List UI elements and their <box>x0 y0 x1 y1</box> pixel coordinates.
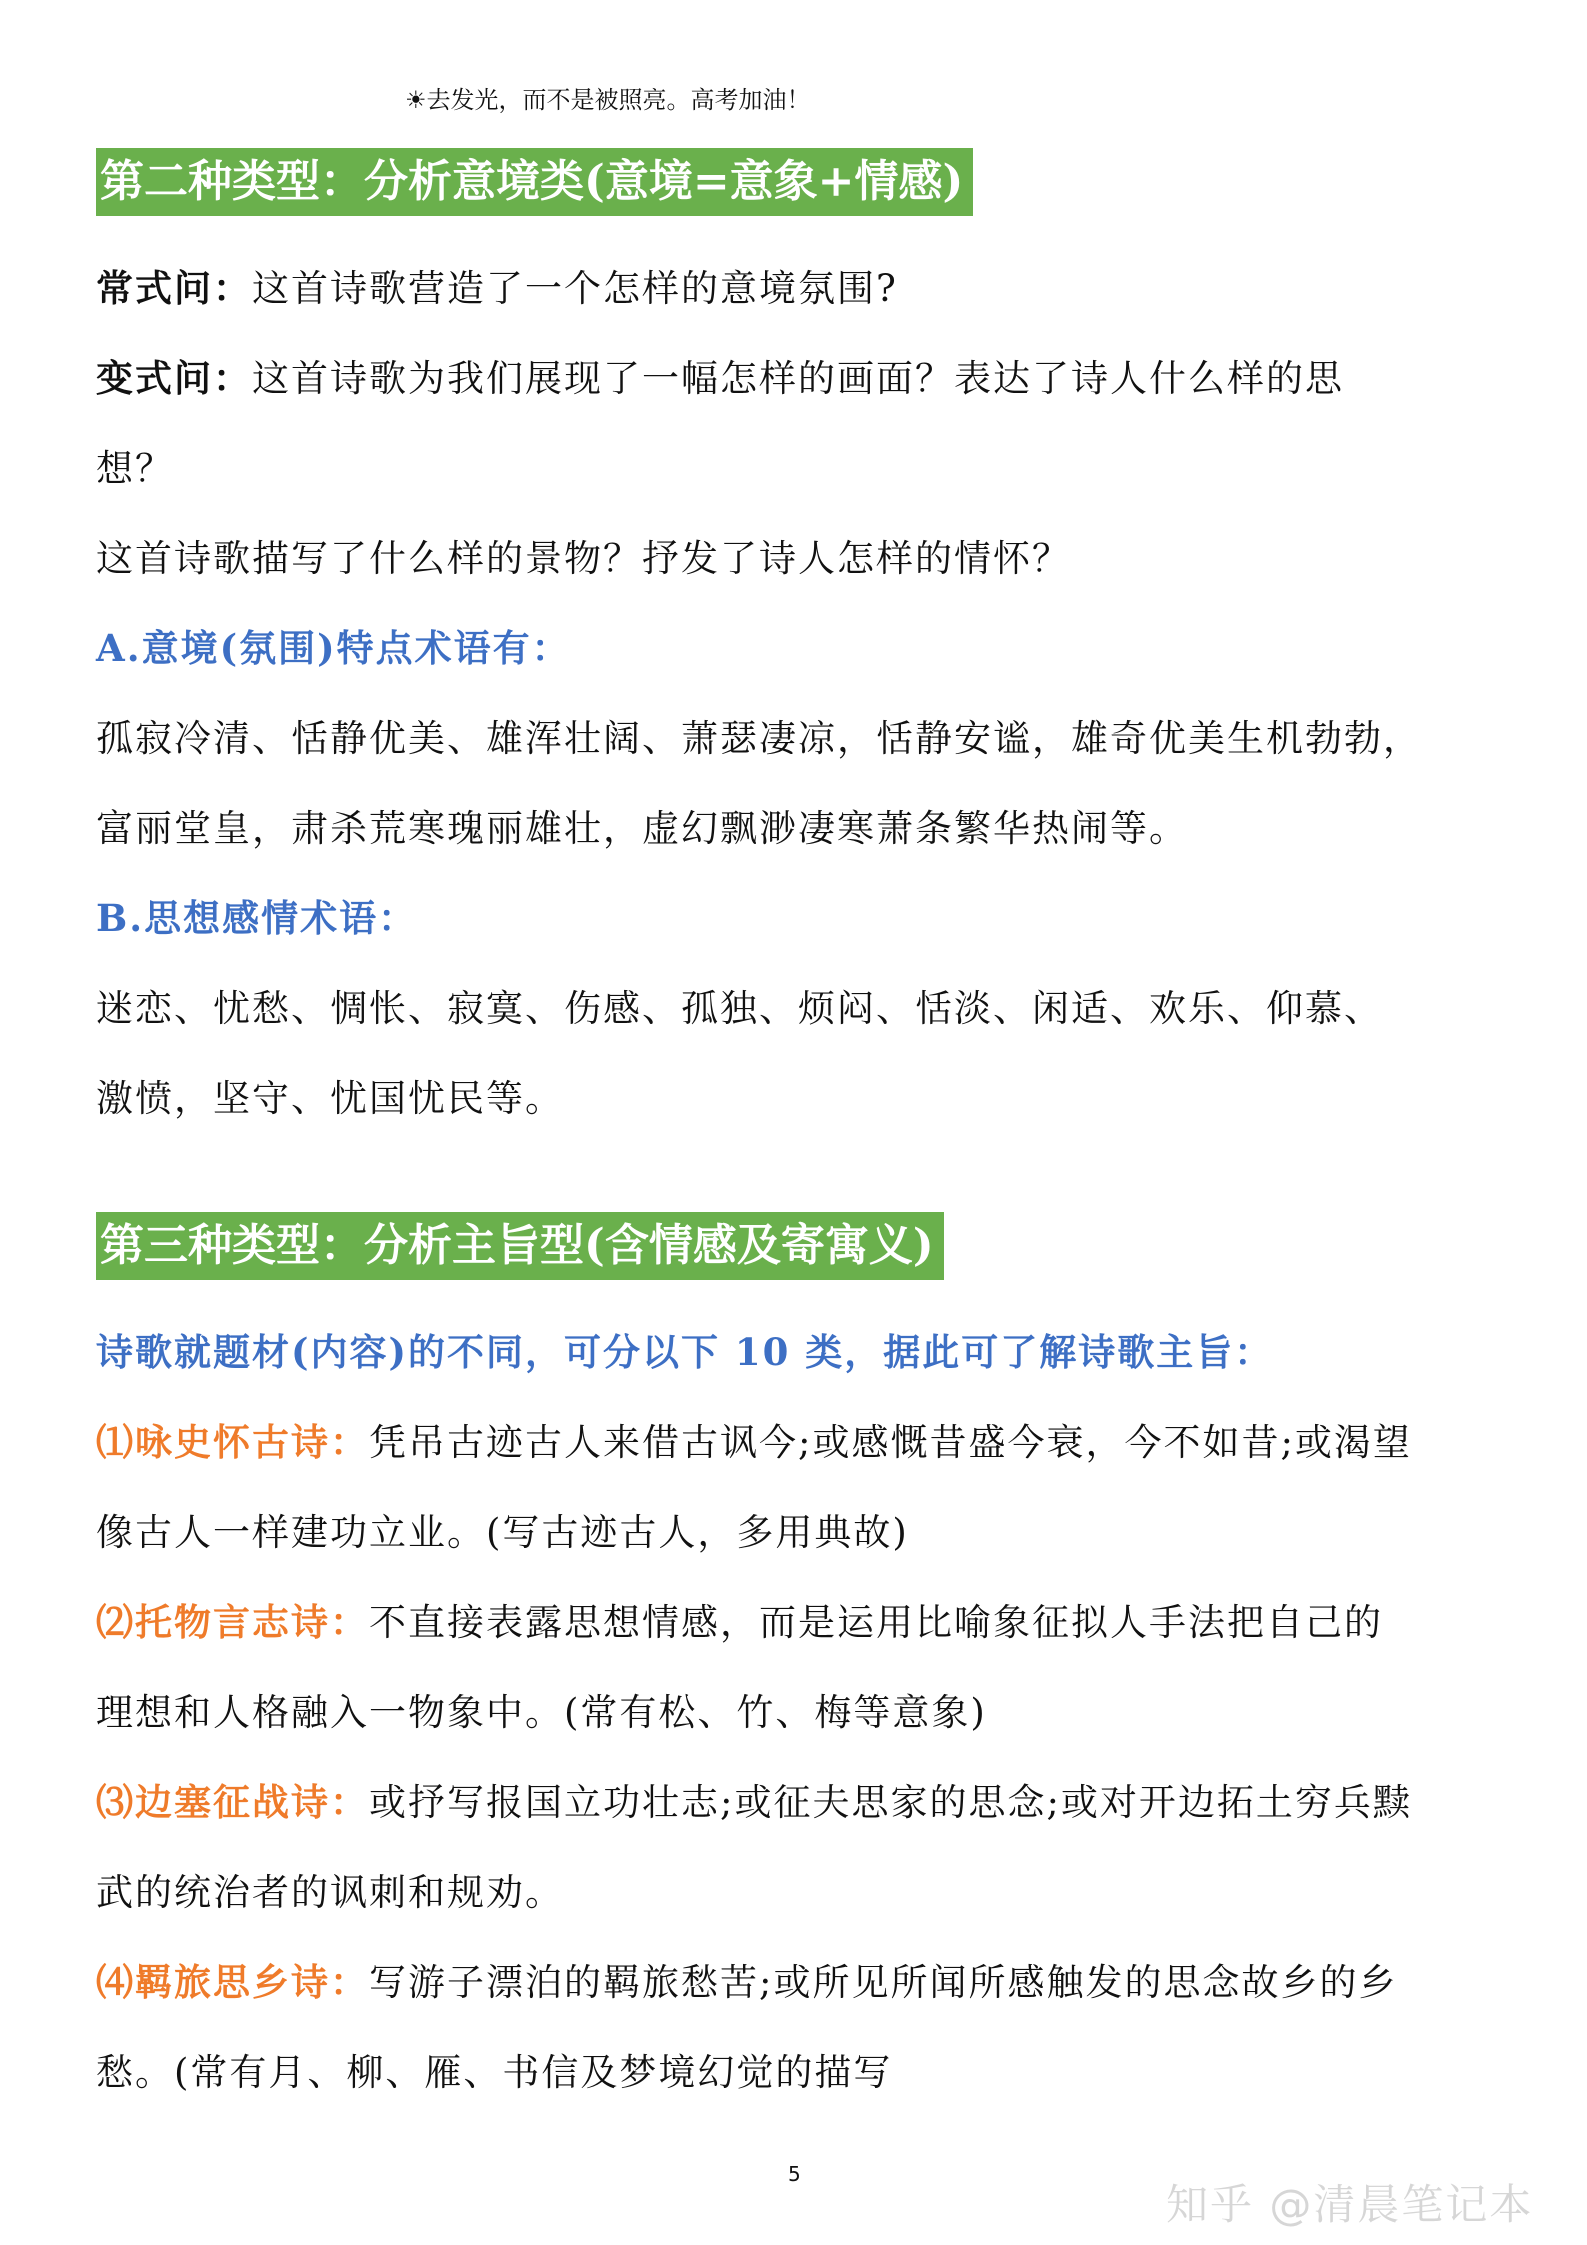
question-standard-label: 常式问： <box>96 266 252 310</box>
theme-item-3-label: ⑶边塞征战诗： <box>96 1780 369 1824</box>
theme-item-2-label: ⑵托物言志诗： <box>96 1600 369 1644</box>
question-variant-text: 这首诗歌为我们展现了一幅怎样的画面？表达了诗人什么样的思 <box>252 357 1344 400</box>
question-variant <box>96 348 1344 402</box>
theme-item-3 <box>96 1772 1412 1826</box>
terms-a-title: A.意境(氛围)特点术语有： <box>96 626 571 670</box>
question-standard-text: 这首诗歌营造了一个怎样的意境氛围? <box>252 267 898 310</box>
theme-item-1-text: 凭吊古迹古人来借古讽今;或感慨昔盛今衰，今不如昔;或渴望 <box>369 1421 1412 1464</box>
theme-item-4-label: ⑷羁旅思乡诗： <box>96 1960 369 2004</box>
terms-b-line-1: 迷恋、忧愁、惆怅、寂寞、伤感、孤独、烦闷、恬淡、闲适、欢乐、仰慕、 <box>96 987 1383 1030</box>
theme-item-1 <box>96 1412 1412 1466</box>
theme-item-2-continued: 理想和人格融入一物象中。(常有松、竹、梅等意象) <box>96 1691 987 1734</box>
header-motto: ☀去发光，而不是被照亮。高考加油！ <box>405 86 811 114</box>
theme-item-1-label: ⑴咏史怀古诗： <box>96 1420 369 1464</box>
question-variant-label: 变式问： <box>96 356 252 400</box>
theme-item-4-text: 写游子漂泊的羁旅愁苦;或所见所闻所感触发的思念故乡的乡 <box>369 1961 1398 2004</box>
terms-a-line-2: 富丽堂皇，肃杀荒寒瑰丽雄壮，虚幻飘渺凄寒萧条繁华热闹等。 <box>96 807 1188 850</box>
terms-b-title: B.思想感情术语： <box>96 896 418 940</box>
theme-item-1-continued: 像古人一样建功立业。(写古迹古人，多用典故) <box>96 1511 909 1554</box>
theme-intro: 诗歌就题材(内容)的不同，可分以下 10 类，据此可了解诗歌主旨： <box>96 1330 1274 1374</box>
section-heading-type3: 第三种类型：分析主旨型(含情感及寄寓义) <box>96 1212 944 1280</box>
question-variant-2: 这首诗歌描写了什么样的景物？抒发了诗人怎样的情怀？ <box>96 537 1071 580</box>
terms-a-line-1: 孤寂冷清、恬静优美、雄浑壮阔、萧瑟凄凉，恬静安谧，雄奇优美生机勃勃， <box>96 717 1422 760</box>
question-variant-continued: 想？ <box>96 447 174 490</box>
theme-item-4 <box>96 1952 1397 2006</box>
terms-b-line-2: 激愤，坚守、忧国忧民等。 <box>96 1077 564 1120</box>
page-number: 5 <box>788 2162 801 2186</box>
theme-item-4-continued: 愁。(常有月、柳、雁、书信及梦境幻觉的描写 <box>96 2051 893 2094</box>
section-heading-type2: 第二种类型：分析意境类(意境=意象+情感) <box>96 148 973 216</box>
theme-item-3-text: 或抒写报国立功壮志;或征夫思家的思念;或对开边拓土穷兵黩 <box>369 1781 1412 1824</box>
theme-item-3-continued: 武的统治者的讽刺和规劝。 <box>96 1871 564 1914</box>
watermark: 知乎 @清晨笔记本 <box>1166 2180 1534 2229</box>
theme-item-2-text: 不直接表露思想情感，而是运用比喻象征拟人手法把自己的 <box>369 1601 1383 1644</box>
theme-item-2 <box>96 1592 1383 1646</box>
question-standard <box>96 258 898 312</box>
